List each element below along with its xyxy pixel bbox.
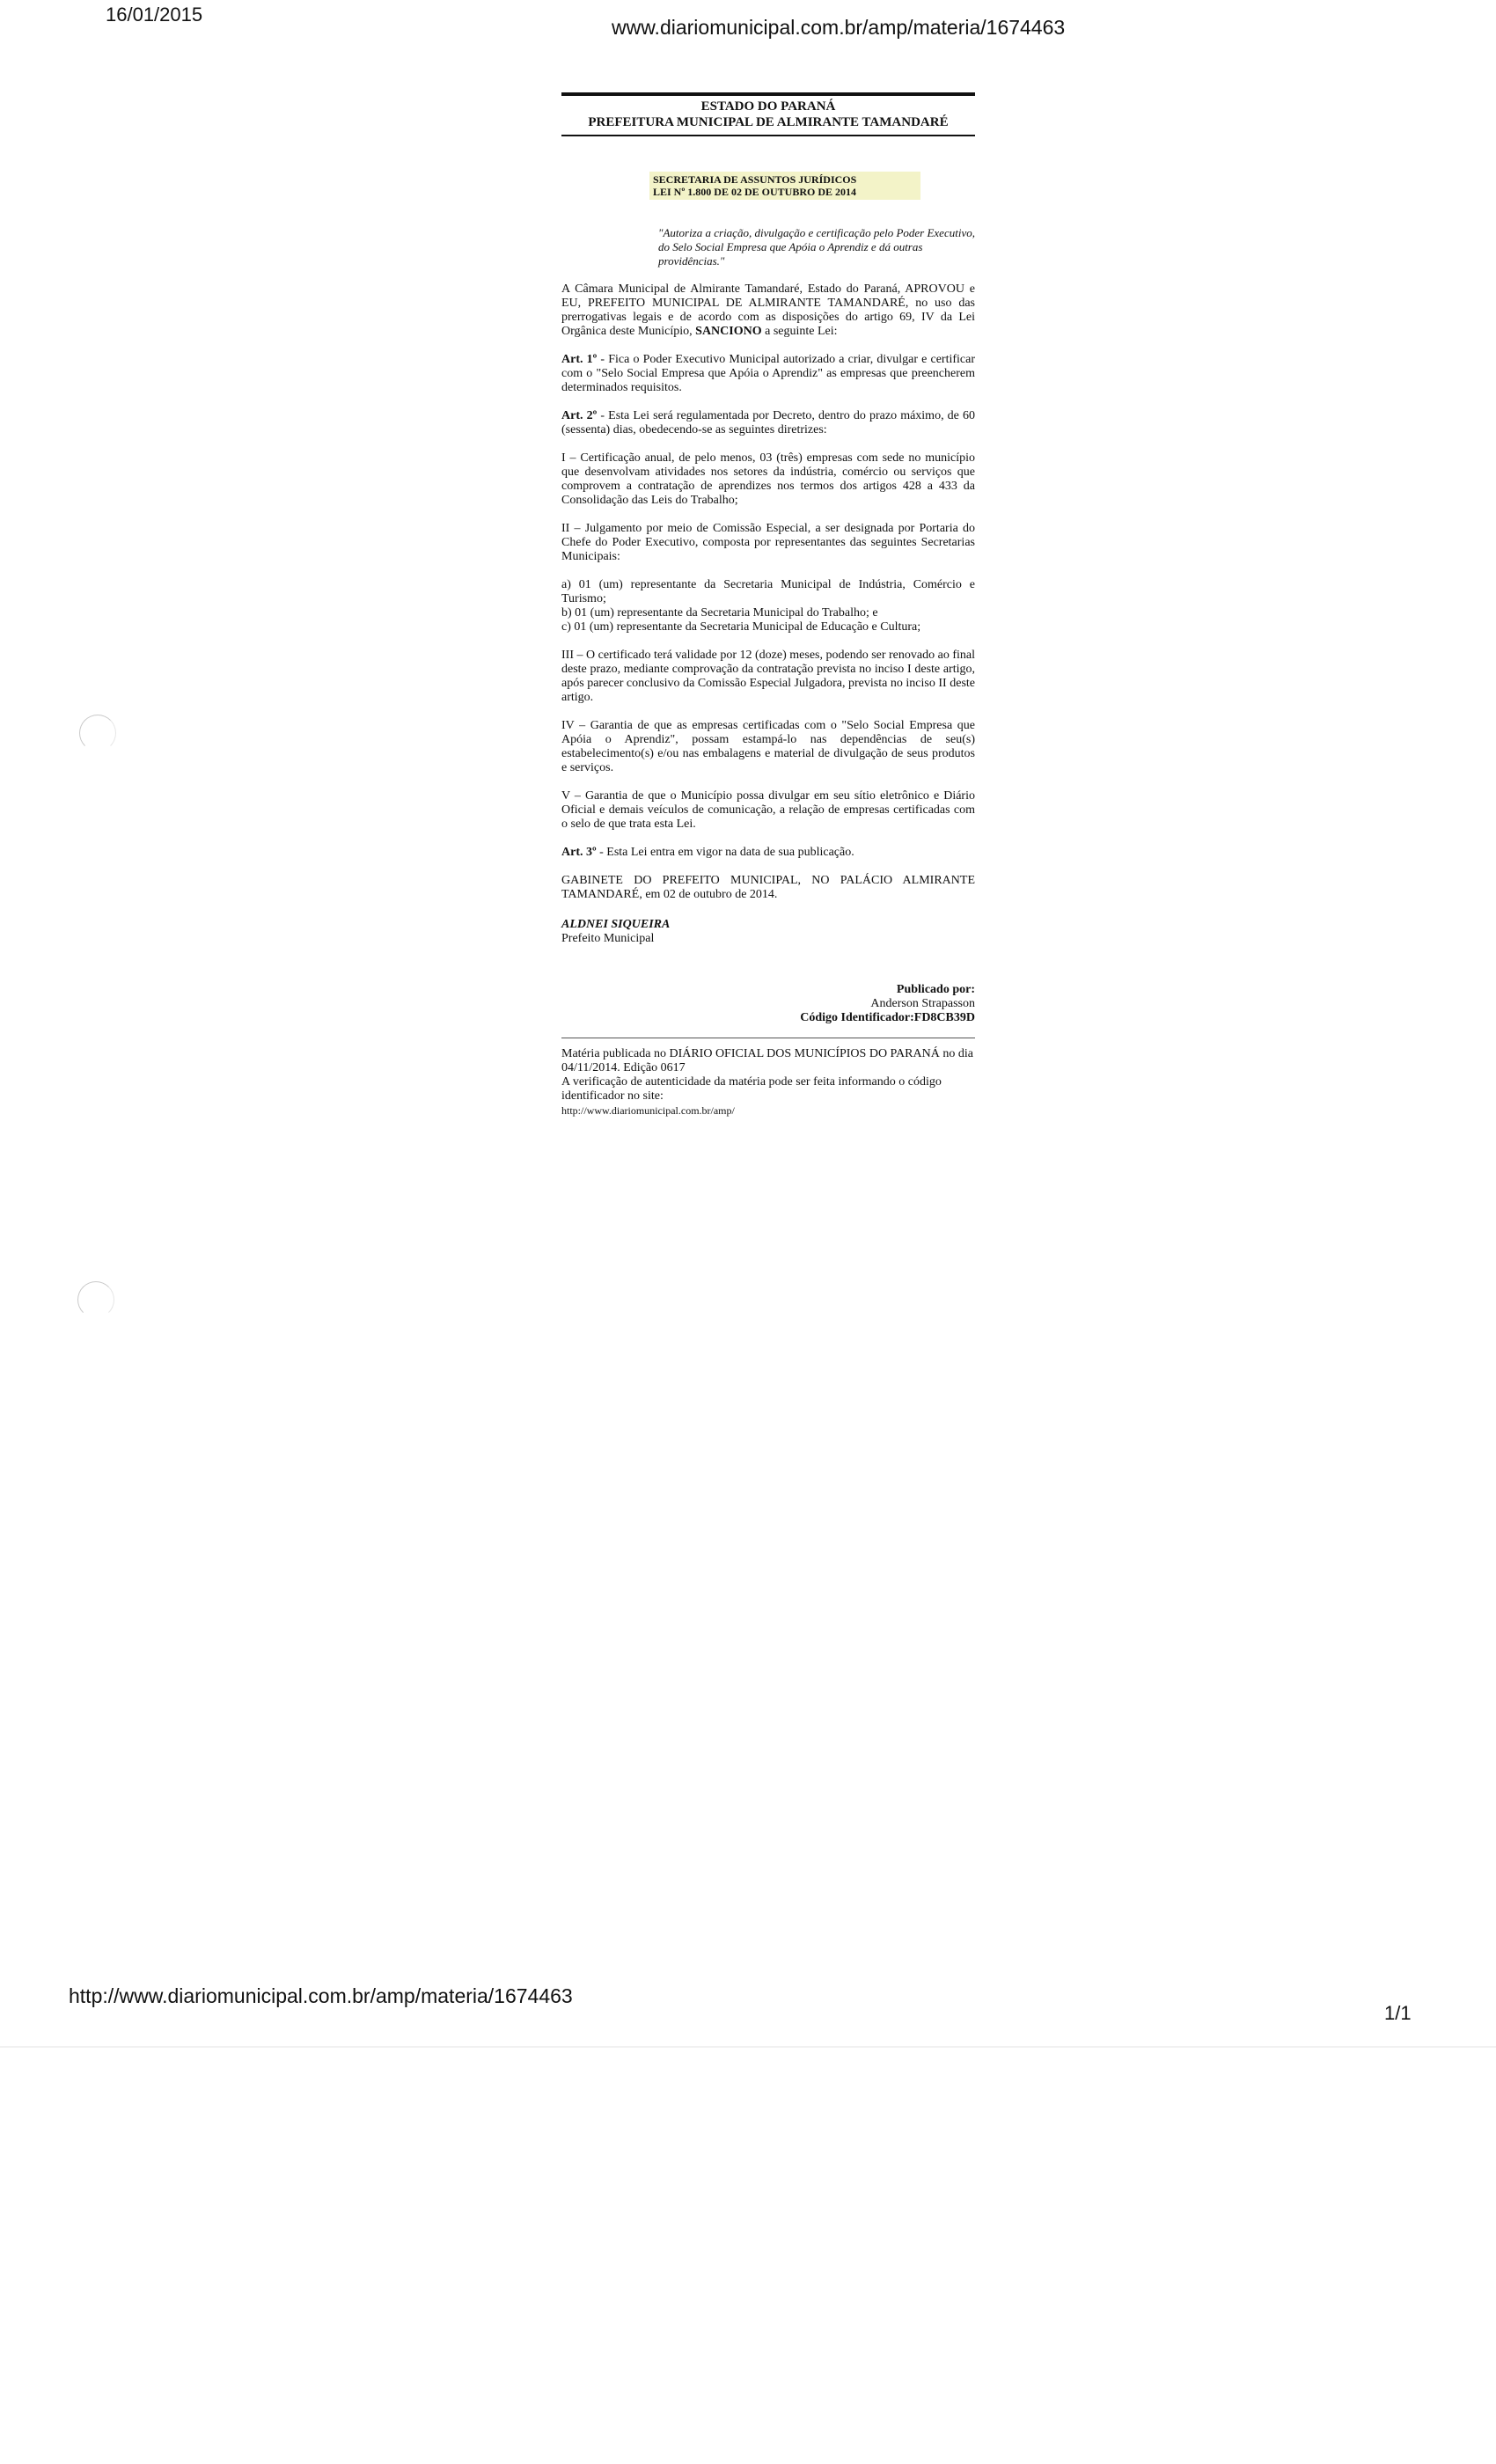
law-ementa: "Autoriza a criação, divulgação e certificação pelo Poder Executivo, do Selo Social Empresa que Apóia o Aprendiz e dá outras providências." [658, 226, 975, 268]
article-3-label: Art. 3º [561, 846, 597, 859]
state-name: ESTADO DO PARANÁ [700, 99, 836, 114]
article-1 [561, 353, 975, 395]
mayor-title: Prefeito Municipal [561, 932, 655, 945]
header-rule [561, 135, 975, 136]
article-1-label: Art. 1º [561, 353, 598, 366]
inciso-2: II – Julgamento por meio de Comissão Especial, a ser designada por Portaria do Chefe do Poder Executivo, composta por representantes das seguintes Secretarias Municipais: [561, 522, 975, 563]
alinea-a: a) 01 (um) representante da Secretaria Municipal de Indústria, Comércio e Turismo; [561, 578, 975, 605]
preamble-sanciono: SANCIONO [695, 325, 762, 338]
top-rule [561, 92, 975, 96]
article-3-text: - Esta Lei entra em vigor na data de sua publicação. [599, 846, 854, 859]
binder-hole [79, 715, 116, 752]
code-identifier [561, 1011, 975, 1025]
article-2-label: Art. 2º [561, 409, 598, 422]
print-date: 16/01/2015 [106, 4, 203, 26]
alinea-b: b) 01 (um) representante da Secretaria Municipal do Trabalho; e [561, 606, 878, 620]
print-page-number: 1/1 [1384, 2002, 1412, 2024]
inciso-5: V – Garantia de que o Município possa divulgar em seu sítio eletrônico e Diário Oficial e demais veículos de comunicação, a relação de empresas certificadas com o selo de que trata esta Lei. [561, 789, 975, 831]
code-value: FD8CB39D [913, 1011, 975, 1024]
publication-note-text: Matéria publicada no DIÁRIO OFICIAL DOS MUNICÍPIOS DO PARANÁ no dia 04/11/2014. Edição 0617 A verificação de autenticidade da matéria pode ser feita informando o código identificador no site: [561, 1047, 973, 1103]
print-footer-url: http://www.diariomunicipal.com.br/amp/materia/1674463 [69, 1984, 573, 2007]
alineas [561, 578, 975, 634]
gabinete: GABINETE DO PREFEITO MUNICIPAL, NO PALÁCIO ALMIRANTE TAMANDARÉ, em 02 de outubro de 2014. [561, 874, 975, 901]
publication-url: http://www.diariomunicipal.com.br/amp/ [561, 1104, 735, 1117]
article-2 [561, 409, 975, 437]
binder-hole [77, 1281, 114, 1318]
law-number: LEI Nº 1.800 DE 02 DE OUTUBRO DE 2014 [653, 186, 856, 198]
signature-block [561, 918, 975, 946]
law-heading [649, 172, 920, 200]
preamble-end: a seguinte Lei: [765, 325, 838, 338]
prefeitura-name: PREFEITURA MUNICIPAL DE ALMIRANTE TAMANDARÉ [588, 115, 949, 129]
published-by-label: Publicado por: [896, 983, 975, 996]
article-2-text: - Esta Lei será regulamentada por Decreto, dentro do prazo máximo, de 60 (sessenta) dias, obedecendo-se as seguintes diretrizes: [561, 409, 976, 436]
scan-edge [0, 2046, 1496, 2048]
alinea-c: c) 01 (um) representante da Secretaria Municipal de Educação e Cultura; [561, 620, 921, 634]
inciso-4: IV – Garantia de que as empresas certificadas com o "Selo Social Empresa que Apóia o Aprendiz", possam estampá-lo nas dependências de seu(s) estabelecimento(s) e/ou nas embalagens e material de divulgação de seus produtos e serviços. [561, 719, 975, 774]
inciso-1: I – Certificação anual, de pelo menos, 03 (três) empresas com sede no município que desenvolvam atividades nos setores da indústria, comércio ou serviços que comprovem a contratação de aprendizes nos termos dos artigos 428 a 433 da Consolidação das Leis do Trabalho; [561, 451, 975, 507]
code-label: Código Identificador: [800, 1011, 914, 1024]
preamble-text: A Câmara Municipal de Almirante Tamandaré, Estado do Paraná, APROVOU e EU, PREFEITO MUNICIPAL DE ALMIRANTE TAMANDARÉ, no uso das prerrogativas legais e de acordo com as disposições do artigo 69, IV da Lei Orgânica deste Município, [561, 282, 975, 338]
article-1-text: - Fica o Poder Executivo Municipal autorizado a criar, divulgar e certificar com o "Selo Social Empresa que Apóia o Aprendiz" as empresas que preencherem determinados requisitos. [561, 353, 976, 394]
preamble [561, 282, 975, 339]
secretaria-name: SECRETARIA DE ASSUNTOS JURÍDICOS [653, 173, 857, 186]
inciso-3: III – O certificado terá validade por 12 (doze) meses, podendo ser renovado ao final deste prazo, mediante comprovação da contratação prevista no inciso I deste artigo, após parecer conclusivo da Comissão Especial Julgadora, prevista no inciso II deste artigo. [561, 649, 975, 704]
publisher-name: Anderson Strapasson [870, 997, 975, 1010]
article-3 [561, 846, 975, 860]
publication-note [561, 1047, 975, 1118]
print-header-url: www.diariomunicipal.com.br/amp/materia/1674463 [612, 16, 1066, 39]
law-document [561, 92, 975, 1118]
mayor-name: ALDNEI SIQUEIRA [561, 918, 671, 931]
